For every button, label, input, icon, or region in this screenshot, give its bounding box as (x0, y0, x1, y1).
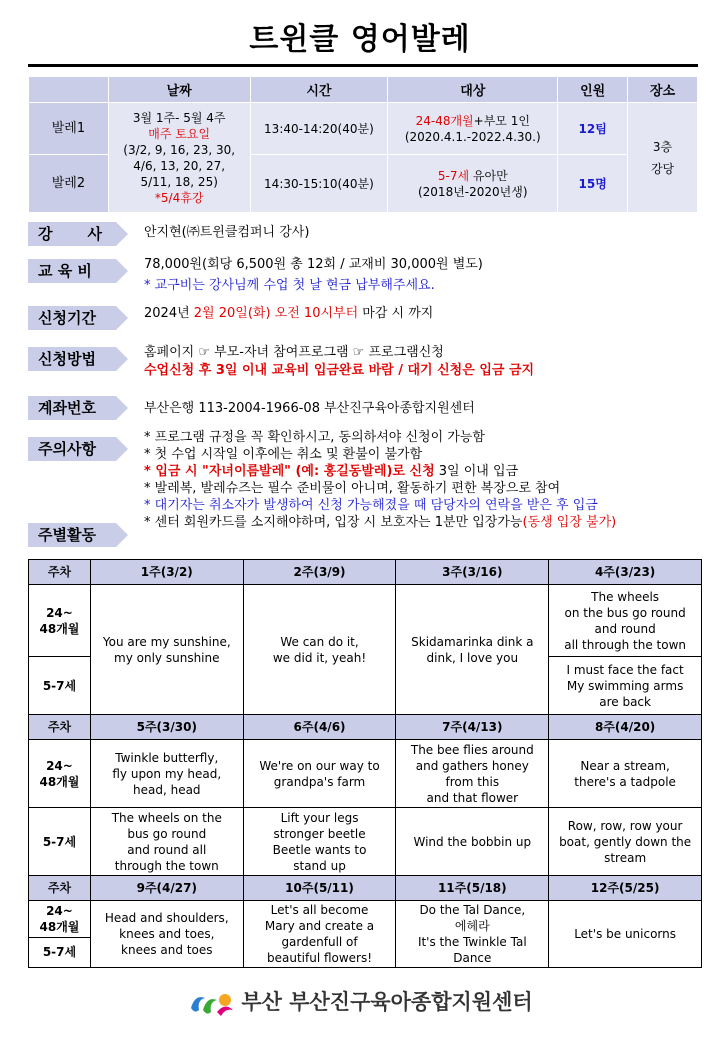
target1-range: (2020.4.1.-2022.4.30.) (404, 129, 541, 144)
date-line: (3/2, 9, 16, 23, 30, (123, 142, 236, 157)
week-header: 5주(3/30) (90, 715, 243, 740)
week-header: 4주(3/23) (549, 560, 702, 585)
footer-text: 부산 부산진구육아종합지원센터 (241, 990, 533, 1014)
period-text (144, 305, 433, 322)
info-table (28, 76, 698, 213)
activity-cell: Head and shoulders, knees and toes, knees and toes (90, 901, 243, 968)
note-1: * 프로그램 규정을 꼭 확인하시고, 동의하셔야 신청이 가능함 (144, 430, 485, 445)
target2-range: (2018년-2020년생) (417, 184, 528, 199)
info-header-row (29, 77, 698, 103)
target-ballet1 (388, 103, 558, 155)
page-title: 트윈클 영어발레 (249, 22, 471, 57)
note-5: * 대기자는 취소자가 발생하여 신청 가능해졌을 때 담당자의 연락을 받은 후 입금 (144, 498, 598, 513)
activity-cell: You are my sunshine, my only sunshine (90, 585, 243, 715)
account-text: 부산은행 113-2004-1966-08 부산진구육아종합지원센터 (144, 401, 475, 416)
count-ballet2: 15명 (558, 155, 628, 213)
week-row-toddler (29, 901, 702, 938)
place-floor: 3층 (652, 139, 673, 154)
date-line: 4/6, 13, 20, 27, (133, 158, 226, 173)
notes-label: 주의사항 (28, 437, 116, 461)
ballet2-label: 발레2 (29, 155, 109, 213)
method-line1: 홈페이지 ☞ 부모-자녀 참여프로그램 ☞ 프로그램신청 (144, 345, 444, 360)
info-header-time: 시간 (250, 77, 388, 103)
note-6-main: * 센터 회원카드를 소지해야하며, 입장 시 보호자는 1분만 입장가능 (144, 515, 523, 530)
activity-cell: Twinkle butterfly, fly upon my head, head, head (90, 740, 243, 808)
info-header-count: 인원 (558, 77, 628, 103)
activity-cell: I must face the fact My swimming arms are back (549, 657, 702, 715)
activity-cell: Let's be unicorns (549, 901, 702, 968)
row-label-toddler: 24~ 48개월 (29, 901, 91, 938)
week-header: 1주(3/2) (90, 560, 243, 585)
activity-cell: Let's all become Mary and create a gardenfull of beautiful flowers! (243, 901, 396, 968)
activity-cell: The wheels on the bus go round and round all through the town (549, 585, 702, 657)
date-line: 5/11, 18, 25) (140, 174, 218, 189)
week-header: 11주(5/18) (396, 876, 549, 901)
row-label-kids: 5-7세 (29, 808, 91, 876)
fee-text: 78,000원(회당 6,500원 총 12회 / 교재비 30,000원 별도) (144, 257, 483, 272)
note-2: * 첫 수업 시작일 이후에는 취소 및 환불이 불가함 (144, 447, 423, 462)
activity-cell: We can do it, we did it, yeah! (243, 585, 396, 715)
target2-age: 5-7세 (437, 168, 470, 183)
week-header: 12주(5/25) (549, 876, 702, 901)
week-header-label: 주차 (29, 715, 91, 740)
footer (0, 986, 720, 1018)
target2-rest: 유아만 (469, 168, 508, 183)
period-prefix: 2024년 (144, 306, 194, 321)
activity-cell: We're on our way to grandpa's farm (243, 740, 396, 808)
date-every-saturday: 매주 토요일 (148, 126, 211, 141)
note-4: * 발레복, 발레슈즈는 필수 준비물이 아니며, 활동하기 편한 복장으로 참여 (144, 481, 561, 496)
date-cell (108, 103, 250, 213)
weekly-table (28, 559, 702, 968)
note-3 (144, 463, 518, 480)
week-row-toddler (29, 740, 702, 808)
week-header: 9주(4/27) (90, 876, 243, 901)
place-room: 강당 (650, 161, 675, 176)
row-label-toddler: 24~ 48개월 (29, 585, 91, 657)
week-header-row (29, 560, 702, 585)
note-6-red: (동생 입장 불가) (522, 515, 617, 530)
info-header-empty (29, 77, 109, 103)
activity-cell: Row, row, row your boat, gently down the stream (549, 808, 702, 876)
fee-note: * 교구비는 강사님께 수업 첫 날 현금 납부해주세요. (144, 278, 435, 293)
row-label-kids: 5-7세 (29, 657, 91, 715)
row-label-toddler: 24~ 48개월 (29, 740, 91, 808)
note-6 (144, 514, 616, 531)
week-header: 8주(4/20) (549, 715, 702, 740)
target-ballet2 (388, 155, 558, 213)
info-header-date: 날짜 (108, 77, 250, 103)
count-ballet1: 12팀 (558, 103, 628, 155)
target1-age: 24-48개월 (415, 113, 474, 128)
ballet1-label: 발레1 (29, 103, 109, 155)
week-header-label: 주차 (29, 560, 91, 585)
row-label-kids: 5-7세 (29, 937, 91, 967)
info-row-ballet1 (29, 103, 698, 155)
activity-cell: Near a stream, there's a tadpole (549, 740, 702, 808)
period-highlight: 2월 20일(화) 오전 10시부터 (193, 306, 359, 321)
weekly-label: 주별활동 (28, 523, 116, 547)
method-label: 신청방법 (28, 347, 116, 371)
instructor-label: 강 사 (28, 222, 116, 246)
place-cell (628, 103, 698, 213)
activity-cell: Lift your legs stronger beetle Beetle wants to stand up (243, 808, 396, 876)
method-line2: 수업신청 후 3일 이내 교육비 입금완료 바람 / 대기 신청은 입금 금지 (144, 363, 535, 378)
date-line: 3월 1주- 5월 4주 (132, 110, 226, 125)
activity-cell: The bee flies around and gathers honey from this and that flower (396, 740, 549, 808)
date-holiday-note: *5/4휴강 (154, 190, 204, 205)
week-header: 2주(3/9) (243, 560, 396, 585)
activity-cell: Wind the bobbin up (396, 808, 549, 876)
center-logo-icon (187, 988, 235, 1018)
period-suffix: 마감 시 까지 (358, 306, 434, 321)
info-header-place: 장소 (628, 77, 698, 103)
fee-label: 교 육 비 (28, 259, 116, 283)
activity-cell: The wheels on the bus go round and round all through the town (90, 808, 243, 876)
info-header-target: 대상 (388, 77, 558, 103)
week-header: 3주(3/16) (396, 560, 549, 585)
week-header: 10주(5/11) (243, 876, 396, 901)
week-header-row (29, 876, 702, 901)
time-ballet2: 14:30-15:10(40분) (250, 155, 388, 213)
period-label: 신청기간 (28, 306, 116, 330)
week-row-toddler (29, 585, 702, 657)
week-row-kids (29, 808, 702, 876)
account-label: 계좌번호 (28, 396, 116, 420)
note-3-rest: 3일 이내 입금 (434, 464, 519, 479)
instructor-text: 안지현(㈜트윈클컴퍼니 강사) (144, 225, 310, 240)
target1-rest: +부모 1인 (473, 113, 530, 128)
note-3-red: * 입금 시 "자녀이름발레" (예: 홍길동발레)로 신청 (144, 464, 435, 479)
title-underline (28, 64, 698, 67)
activity-cell: Do the Tal Dance, 에헤라 It's the Twinkle Tal Dance (396, 901, 549, 968)
week-header-label: 주차 (29, 876, 91, 901)
activity-cell: Skidamarinka dink a dink, I love you (396, 585, 549, 715)
week-header: 6주(4/6) (243, 715, 396, 740)
week-header: 7주(4/13) (396, 715, 549, 740)
time-ballet1: 13:40-14:20(40분) (250, 103, 388, 155)
week-header-row (29, 715, 702, 740)
